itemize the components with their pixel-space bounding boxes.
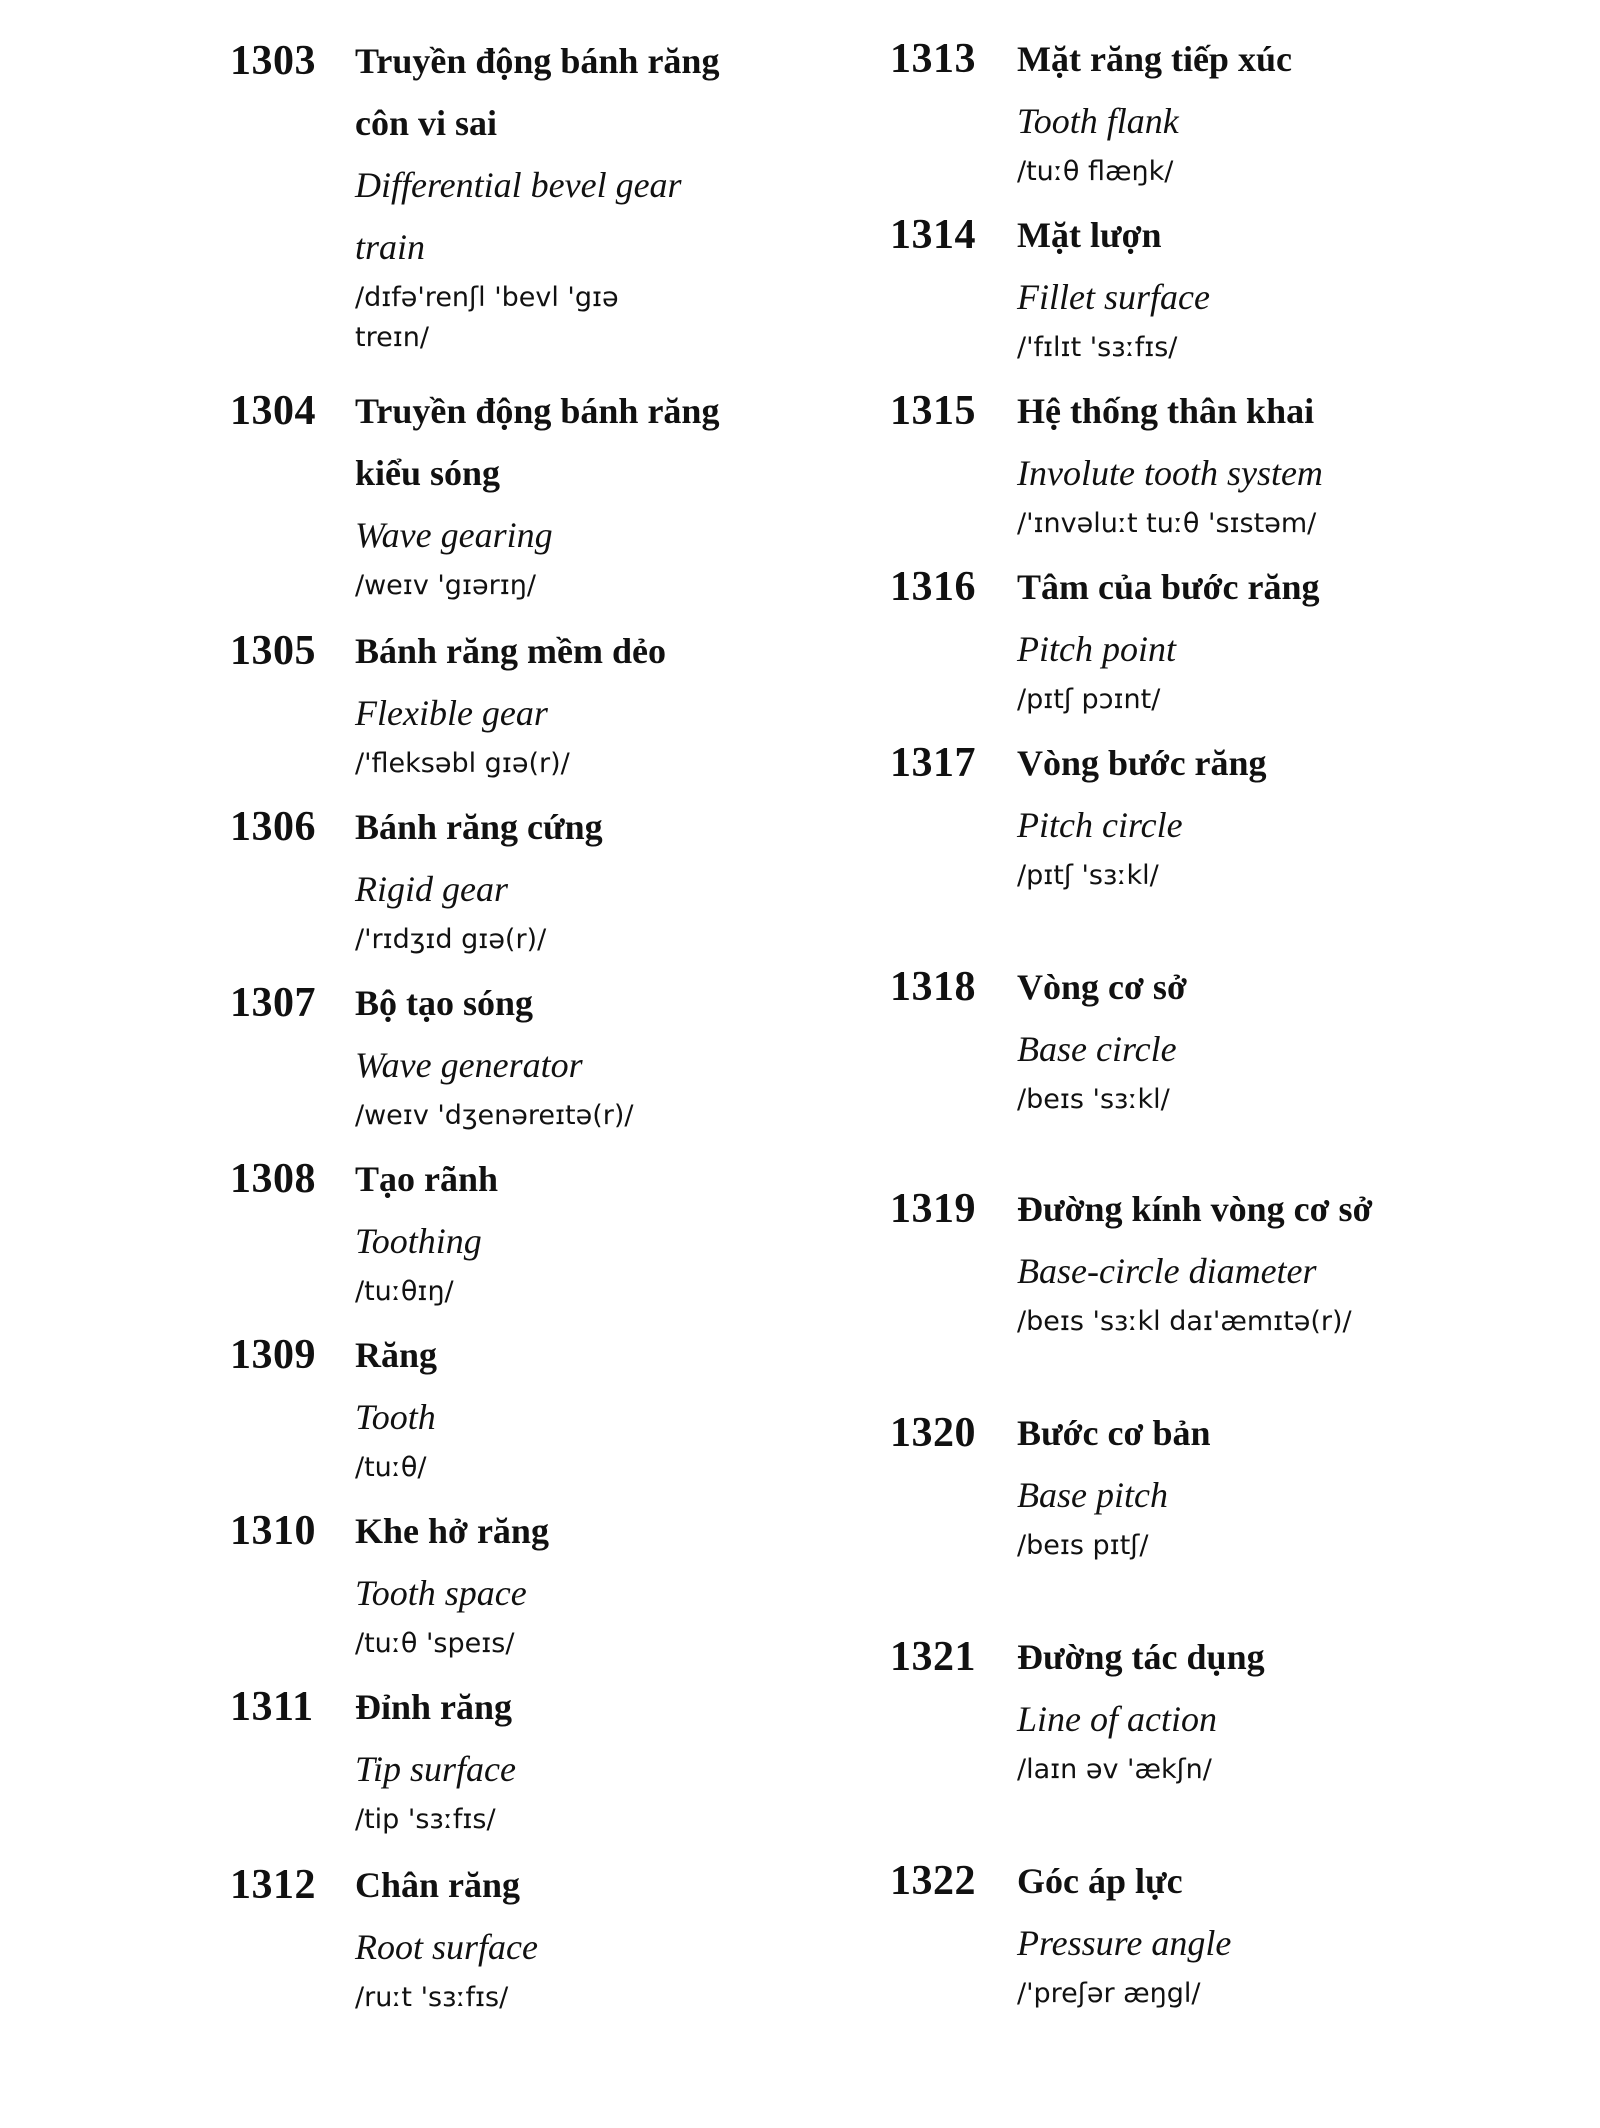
entry-number: 1313 (890, 36, 976, 82)
english-term: Base circle (1017, 1029, 1177, 1069)
pronunciation: /ruːt 'sɜːfɪs/ (355, 1982, 509, 2013)
vietnamese-term: Truyền động bánh răng kiểu sóng (355, 391, 720, 493)
english-term: Pressure angle (1017, 1923, 1232, 1963)
english-term: Pitch circle (1017, 805, 1183, 845)
english-term: Toothing (355, 1221, 482, 1261)
vietnamese-term: Vòng cơ sở (1017, 967, 1187, 1007)
entry-number: 1303 (230, 38, 316, 84)
vietnamese-term: Hệ thống thân khai (1017, 391, 1315, 431)
entry-number: 1315 (890, 388, 976, 434)
vietnamese-term: Truyền động bánh răng côn vi sai (355, 41, 720, 143)
entry-number: 1319 (890, 1186, 976, 1232)
english-term: Tooth space (355, 1573, 527, 1613)
entry-number: 1317 (890, 740, 976, 786)
pronunciation: /dɪfə'renʃl 'bevl 'gɪə treɪn/ (355, 282, 619, 353)
pronunciation: /weɪv 'dʒenəreɪtə(r)/ (355, 1100, 634, 1131)
entry-number: 1307 (230, 980, 316, 1026)
pronunciation: /pɪtʃ 'sɜːkl/ (1017, 860, 1159, 891)
vietnamese-term: Bánh răng cứng (355, 807, 603, 847)
english-term: Tooth flank (1017, 101, 1179, 141)
vietnamese-term: Chân răng (355, 1865, 521, 1905)
entry-number: 1322 (890, 1858, 976, 1904)
vietnamese-term: Mặt lượn (1017, 215, 1162, 255)
entry-number: 1316 (890, 564, 976, 610)
vietnamese-term: Mặt răng tiếp xúc (1017, 39, 1292, 79)
pronunciation: /'rɪdʒɪd gɪə(r)/ (355, 924, 547, 955)
pronunciation: /pɪtʃ pɔɪnt/ (1017, 684, 1161, 715)
english-term: Differential bevel gear train (355, 165, 682, 267)
vietnamese-term: Bộ tạo sóng (355, 983, 534, 1023)
vietnamese-term: Đỉnh răng (355, 1687, 513, 1727)
pronunciation: /beɪs pɪtʃ/ (1017, 1530, 1149, 1561)
english-term: Rigid gear (355, 869, 508, 909)
pronunciation: /tip 'sɜːfɪs/ (355, 1804, 496, 1835)
pronunciation: /beɪs 'sɜːkl daɪ'æmɪtə(r)/ (1017, 1306, 1352, 1337)
pronunciation: /tuːθɪŋ/ (355, 1276, 454, 1307)
pronunciation: /'ɪnvəluːt tuːθ 'sɪstəm/ (1017, 508, 1317, 539)
entry-number: 1320 (890, 1410, 976, 1456)
vietnamese-term: Góc áp lực (1017, 1861, 1183, 1901)
vietnamese-term: Răng (355, 1335, 438, 1375)
english-term: Involute tooth system (1017, 453, 1323, 493)
english-term: Tip surface (355, 1749, 517, 1789)
english-term: Flexible gear (355, 693, 548, 733)
entry-number: 1321 (890, 1634, 976, 1680)
pronunciation: /weɪv 'gɪərɪŋ/ (355, 570, 536, 601)
english-term: Line of action (1017, 1699, 1217, 1739)
pronunciation: /tuːθ flæŋk/ (1017, 156, 1174, 187)
pronunciation: /laɪn əv 'ækʃn/ (1017, 1754, 1212, 1785)
entry-number: 1309 (230, 1332, 316, 1378)
vietnamese-term: Bước cơ bản (1017, 1413, 1211, 1453)
vietnamese-term: Khe hở răng (355, 1511, 549, 1551)
entry-number: 1304 (230, 388, 316, 434)
entry-number: 1310 (230, 1508, 316, 1554)
pronunciation: /'fleksəbl gɪə(r)/ (355, 748, 570, 779)
vietnamese-term: Đường kính vòng cơ sở (1017, 1189, 1373, 1229)
english-term: Base-circle diameter (1017, 1251, 1317, 1291)
entry-number: 1306 (230, 804, 316, 850)
entry-number: 1314 (890, 212, 976, 258)
english-term: Wave gearing (355, 515, 553, 555)
english-term: Tooth (355, 1397, 436, 1437)
pronunciation: /'fɪlɪt 'sɜːfɪs/ (1017, 332, 1178, 363)
pronunciation: /tuːθ 'speɪs/ (355, 1628, 515, 1659)
entry-number: 1312 (230, 1862, 316, 1908)
vietnamese-term: Bánh răng mềm dẻo (355, 631, 667, 671)
english-term: Base pitch (1017, 1475, 1168, 1515)
pronunciation: /'preʃər æŋgl/ (1017, 1978, 1201, 2009)
english-term: Pitch point (1017, 629, 1176, 669)
vietnamese-term: Tạo rãnh (355, 1159, 499, 1199)
vietnamese-term: Đường tác dụng (1017, 1637, 1265, 1677)
english-term: Fillet surface (1017, 277, 1210, 317)
entry-number: 1311 (230, 1684, 314, 1730)
entry-number: 1318 (890, 964, 976, 1010)
english-term: Wave generator (355, 1045, 583, 1085)
english-term: Root surface (355, 1927, 538, 1967)
pronunciation: /beɪs 'sɜːkl/ (1017, 1084, 1170, 1115)
vietnamese-term: Vòng bước răng (1017, 743, 1267, 783)
vietnamese-term: Tâm của bước răng (1017, 567, 1320, 607)
pronunciation: /tuːθ/ (355, 1452, 427, 1483)
entry-number: 1308 (230, 1156, 316, 1202)
entry-number: 1305 (230, 628, 316, 674)
